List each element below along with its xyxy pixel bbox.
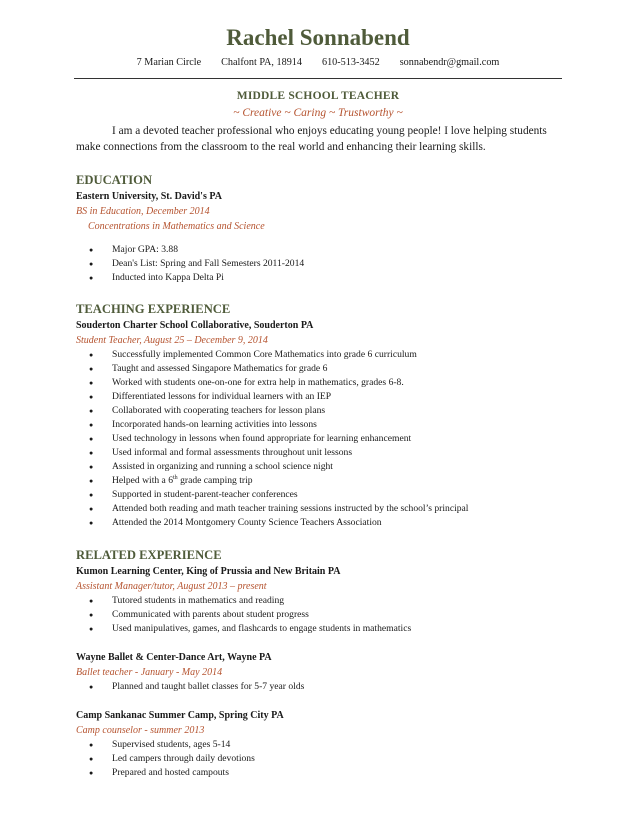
city: Chalfont PA, 18914 bbox=[221, 57, 302, 68]
teaching-heading: TEACHING EXPERIENCE bbox=[76, 302, 231, 316]
list-item: ● Assisted in organizing and running a school science night bbox=[76, 460, 560, 474]
job-kumon bbox=[76, 565, 560, 636]
header-divider bbox=[74, 78, 562, 79]
address: 7 Marian Circle bbox=[136, 57, 202, 68]
list-item: ● Communicated with parents about student progress bbox=[76, 608, 560, 622]
list-item: ● Used manipulatives, games, and flashcards to engage students in mathematics bbox=[76, 622, 560, 636]
list-item: ● Major GPA: 3.88 bbox=[76, 243, 560, 257]
teaching-org: Souderton Charter School Collaborative, Souderton PA bbox=[76, 320, 314, 331]
job-role: Ballet teacher - January - May 2014 bbox=[76, 667, 223, 678]
job-camp-sankanac bbox=[76, 709, 560, 780]
list-item: ● Worked with students one-on-one for extra help in mathematics, grades 6-8. bbox=[76, 376, 560, 390]
education-section bbox=[76, 172, 560, 285]
teaching-role: Student Teacher, August 25 – December 9, 2014 bbox=[76, 335, 268, 346]
camping-text-end: grade camping trip bbox=[177, 475, 253, 486]
job-org: Camp Sankanac Summer Camp, Spring City PA bbox=[76, 710, 284, 721]
list-item: ● Planned and taught ballet classes for 5-7 year olds bbox=[76, 680, 560, 694]
email: sonnabendr@gmail.com bbox=[399, 57, 500, 68]
list-item: ● Prepared and hosted campouts bbox=[76, 766, 560, 780]
job-org: Kumon Learning Center, King of Prussia and New Britain PA bbox=[76, 566, 341, 577]
camping-text: Helped with a 6 bbox=[112, 475, 174, 486]
list-item: ● Supervised students, ages 5-14 bbox=[76, 738, 560, 752]
list-item: ● Inducted into Kappa Delta Pi bbox=[76, 271, 560, 285]
objective-title: MIDDLE SCHOOL TEACHER bbox=[236, 90, 400, 102]
list-item: ● Used technology in lessons when found appropriate for learning enhancement bbox=[76, 432, 560, 446]
teaching-section bbox=[76, 301, 560, 530]
list-item: ● Attended the 2014 Montgomery County Science Teachers Association bbox=[76, 516, 560, 530]
list-item: ● Led campers through daily devotions bbox=[76, 752, 560, 766]
list-item: ● Tutored students in mathematics and reading bbox=[76, 594, 560, 608]
list-item: ● Collaborated with cooperating teachers for lesson plans bbox=[76, 404, 560, 418]
job-bullets bbox=[76, 680, 560, 694]
contact-line bbox=[76, 56, 560, 69]
job-wayne-ballet bbox=[76, 651, 560, 694]
education-bullets bbox=[76, 243, 560, 285]
job-role: Camp counselor - summer 2013 bbox=[76, 725, 205, 736]
applicant-name: Rachel Sonnabend bbox=[226, 25, 410, 50]
list-item: ● Incorporated hands-on learning activities into lessons bbox=[76, 418, 560, 432]
education-heading: EDUCATION bbox=[76, 173, 153, 187]
list-item: ● Attended both reading and math teacher training sessions instructed by the school’s principal bbox=[76, 502, 560, 516]
ordinal-suffix: th bbox=[173, 474, 178, 481]
job-bullets bbox=[76, 738, 560, 780]
education-school: Eastern University, St. David's PA bbox=[76, 191, 222, 202]
phone: 610-513-3452 bbox=[321, 57, 380, 68]
job-bullets bbox=[76, 594, 560, 636]
list-item: ● Dean's List: Spring and Fall Semesters 2011-2014 bbox=[76, 257, 560, 271]
teaching-bullets bbox=[76, 348, 560, 530]
education-concentration: Concentrations in Mathematics and Science bbox=[88, 221, 265, 232]
list-item: ● Differentiated lessons for individual learners with an IEP bbox=[76, 390, 560, 404]
list-item bbox=[76, 474, 560, 488]
education-degree: BS in Education, December 2014 bbox=[76, 206, 210, 217]
list-item: ● Supported in student-parent-teacher conferences bbox=[76, 488, 560, 502]
objective-summary: I am a devoted teacher professional who enjoys educating young people! I love helping students make connections from the classroom to the real world and enhancing their learning skills. bbox=[76, 125, 547, 153]
job-role: Assistant Manager/tutor, August 2013 – present bbox=[76, 581, 267, 592]
related-heading: RELATED EXPERIENCE bbox=[76, 548, 222, 562]
job-org: Wayne Ballet & Center-Dance Art, Wayne PA bbox=[76, 652, 272, 663]
objective-tagline: ~ Creative ~ Caring ~ Trustworthy ~ bbox=[233, 107, 403, 119]
related-section bbox=[76, 547, 560, 780]
list-item: ● Used informal and formal assessments throughout unit lessons bbox=[76, 446, 560, 460]
list-item: ● Successfully implemented Common Core Mathematics into grade 6 curriculum bbox=[76, 348, 560, 362]
list-item: ● Taught and assessed Singapore Mathematics for grade 6 bbox=[76, 362, 560, 376]
